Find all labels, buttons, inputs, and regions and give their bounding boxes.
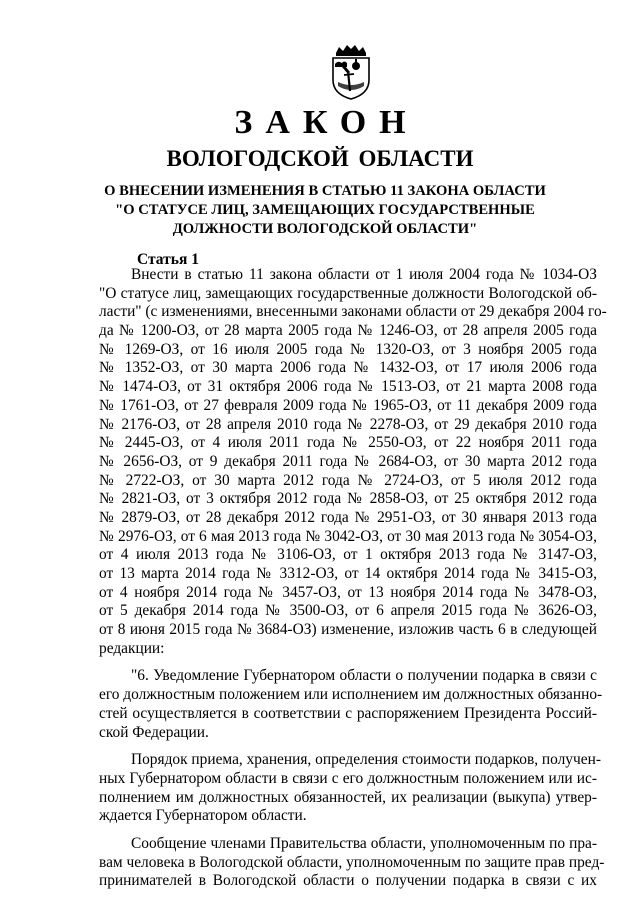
text-line: редакции: [99, 639, 165, 657]
law-title: ЗАКОН [234, 104, 419, 141]
text-line: принимателей в Вологодской области о получении подарка в связи с их [99, 872, 597, 890]
text-line: ждается Губернатором области. [99, 807, 307, 825]
subject-line: О ВНЕСЕНИИ ИЗМЕНЕНИЯ В СТАТЬЮ 11 ЗАКОНА ОБЛАСТИ [104, 183, 546, 199]
text-line: от 4 июля 2013 года № 3106-ОЗ, от 1 октября 2013 года № 3147-ОЗ, [99, 546, 597, 564]
text-line: Сообщение членами Правительства области, уполномоченным по пра- [131, 834, 597, 852]
text-line: Порядок приема, хранения, определения стоимости подарков, получен- [131, 751, 601, 769]
text-line: "О статусе лиц, замещающих государственные должности Вологодской об- [99, 284, 597, 302]
text-line: "6. Уведомление Губернатором области о получении подарка в связи с [131, 667, 597, 685]
text-line: ласти" (с изменениями, внесенными законами области от 29 декабря 2004 го- [99, 303, 607, 321]
subject-line: ДОЛЖНОСТИ ВОЛОГОДСКОЙ ОБЛАСТИ" [172, 221, 478, 237]
text-line: № 2722-ОЗ, от 30 марта 2012 года № 2724-ОЗ, от 5 июля 2012 года [99, 471, 597, 489]
text-line: № 2176-ОЗ, от 28 апреля 2010 года № 2278-ОЗ, от 29 декабря 2010 года [99, 415, 597, 433]
text-line: его должностным положением или исполнением им должностных обязанно- [99, 686, 603, 704]
text-line: полнением им должностных обязанностей, их реализации (выкупа) утвер- [99, 788, 597, 806]
region-title: ВОЛОГОДСКОЙ ОБЛАСТИ [166, 146, 474, 171]
text-line: да № 1200-ОЗ, от 28 марта 2005 года № 1246-ОЗ, от 28 апреля 2005 года [99, 322, 597, 340]
text-line: № 1474-ОЗ, от 31 октября 2006 года № 1513-ОЗ, от 21 марта 2008 года [99, 378, 597, 396]
text-line: Внести в статью 11 закона области от 1 июля 2004 года № 1034-ОЗ [131, 266, 597, 283]
subject-line: "О СТАТУСЕ ЛИЦ, ЗАМЕЩАЮЩИХ ГОСУДАРСТВЕННЫЕ [115, 202, 535, 218]
text-line: стей осуществляется в соответствии с распоряжением Президента Россий- [99, 704, 597, 722]
law-subject [90, 182, 560, 239]
text-line: от 5 декабря 2014 года № 3500-ОЗ, от 6 апреля 2015 года № 3626-ОЗ, [99, 602, 597, 620]
text-line: ных Губернатором области в связи с его должностным положением или ис- [99, 769, 597, 787]
paragraph-gap [99, 742, 597, 751]
text-line: № 1269-ОЗ, от 16 июля 2005 года № 1320-ОЗ, от 3 ноября 2005 года [99, 340, 597, 358]
text-line: № 2656-ОЗ, от 9 декабря 2011 года № 2684-ОЗ, от 30 марта 2012 года [99, 452, 597, 470]
paragraph-gap [99, 826, 597, 835]
text-line: от 4 ноября 2014 года № 3457-ОЗ, от 13 ноября 2014 года № 3478-ОЗ, [99, 583, 597, 601]
text-line: от 13 марта 2014 года № 3312-ОЗ, от 14 октября 2014 года № 3415-ОЗ, [99, 565, 597, 582]
article-heading: Статья 1 [137, 251, 199, 268]
paragraph-gap [99, 658, 597, 667]
text-line: № 2821-ОЗ, от 3 октября 2012 года № 2858-ОЗ, от 25 октября 2012 года [99, 490, 597, 508]
text-line: № 2976-ОЗ, от 6 мая 2013 года № 3042-ОЗ, от 30 мая 2013 года № 3054-ОЗ, [99, 527, 597, 545]
text-line: № 1761-ОЗ, от 27 февраля 2009 года № 1965-ОЗ, от 11 декабря 2009 года [99, 396, 597, 414]
text-line: ской Федерации. [99, 723, 209, 741]
text-line: вам человека в Вологодской области, уполномоченным по защите прав пред- [99, 853, 605, 871]
article-body [99, 266, 607, 891]
vologda-coat-of-arms-icon [326, 44, 376, 100]
text-line: от 8 июня 2015 года № 3684-ОЗ) изменение, изложив часть 6 в следующей [99, 621, 597, 639]
text-line: № 2445-ОЗ, от 4 июля 2011 года № 2550-ОЗ, от 22 ноября 2011 года [99, 434, 597, 452]
text-line: № 1352-ОЗ, от 30 марта 2006 года № 1432-ОЗ, от 17 июля 2006 года [99, 359, 597, 377]
text-line: № 2879-ОЗ, от 28 декабря 2012 года № 2951-ОЗ, от 30 января 2013 года [99, 508, 597, 526]
